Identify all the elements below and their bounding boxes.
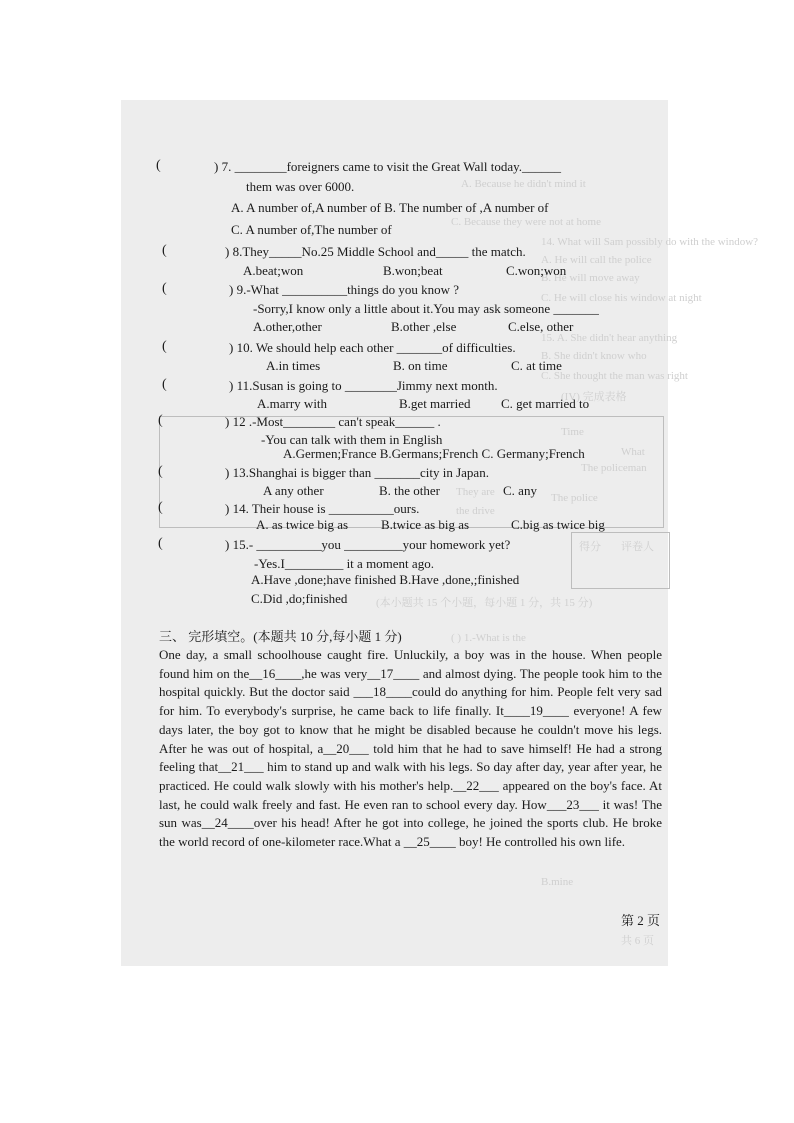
answer-bracket: ( bbox=[156, 158, 161, 173]
question-number: ) 10. bbox=[229, 340, 253, 355]
option-a: A.in times bbox=[266, 358, 321, 373]
question-14 bbox=[225, 500, 419, 518]
bleed-text: A. He will call the police bbox=[541, 254, 652, 266]
question-stem: Shanghai is bigger than _______city in Japan. bbox=[248, 465, 489, 480]
option-line: C. A number of,The number of bbox=[231, 222, 392, 237]
question-stem: They_____No.25 Middle School and_____ the match. bbox=[242, 244, 526, 259]
question-number: ) 11. bbox=[229, 378, 253, 393]
option-a: A.beat;won bbox=[243, 263, 304, 278]
question-number: ) 13. bbox=[225, 465, 249, 480]
bleed-text: Time bbox=[561, 426, 584, 438]
question-number: ) 15. bbox=[225, 537, 249, 552]
option-a: A any other bbox=[263, 483, 324, 498]
bleed-text: C. She thought the man was right bbox=[541, 370, 688, 382]
question-stem: ________foreigners came to visit the Great Wall today.______ bbox=[234, 159, 561, 174]
question-stem: - __________you _________your homework yet? bbox=[248, 537, 511, 552]
option-line: C.Did ,do;finished bbox=[251, 591, 348, 606]
question-stem-line2: -Yes.I_________ it a moment ago. bbox=[254, 556, 434, 571]
option-c: C.else, other bbox=[508, 319, 574, 334]
option-c: C.won;won bbox=[506, 263, 567, 278]
question-stem: We should help each other _______of difficulties. bbox=[255, 340, 516, 355]
question-number: ) 9. bbox=[229, 282, 247, 297]
option-line: A.Germen;France B.Germans;French C. Germany;French bbox=[283, 446, 585, 461]
question-stem: -What __________things do you know ? bbox=[246, 282, 460, 297]
bleed-text: (本小题共 15 个小题，每小题 1 分，共 15 分) bbox=[376, 597, 593, 609]
question-number: ) 12 . bbox=[225, 414, 253, 429]
question-stem: -Most________ can't speak______ . bbox=[252, 414, 441, 429]
option-c: C. at time bbox=[511, 358, 562, 373]
bleed-text: C. He will close his window at night bbox=[541, 292, 702, 304]
bleed-text: 14. What will Sam possibly do with the window? bbox=[541, 236, 759, 248]
question-number: ) 8. bbox=[225, 244, 243, 259]
bleed-text: The police bbox=[551, 492, 598, 504]
question-number: ) 14. bbox=[225, 501, 249, 516]
question-7 bbox=[214, 158, 561, 176]
page-number: 第 2 页 bbox=[621, 913, 661, 928]
bleed-text: C. Because they were not at home bbox=[451, 216, 601, 228]
question-stem: Their house is __________ours. bbox=[251, 501, 420, 516]
bleed-text: 15. A. She didn't hear anything bbox=[541, 332, 678, 344]
option-b: B.get married bbox=[399, 396, 471, 411]
answer-bracket: ( bbox=[162, 339, 167, 354]
option-b: B.twice as big as bbox=[381, 517, 470, 532]
bleed-text: What bbox=[621, 446, 645, 458]
answer-bracket: ( bbox=[158, 413, 163, 428]
bleed-text: B. He will move away bbox=[541, 272, 640, 284]
bleed-text: 得分 bbox=[579, 541, 601, 553]
exam-sheet bbox=[121, 100, 759, 966]
bleed-text: The policeman bbox=[581, 462, 647, 474]
answer-bracket: ( bbox=[158, 464, 163, 479]
bleed-text: 评卷人 bbox=[621, 541, 654, 553]
bleed-text: (IV) 完成表格 bbox=[561, 391, 627, 403]
option-b: B.other ,else bbox=[391, 319, 457, 334]
answer-bracket: ( bbox=[162, 281, 167, 296]
section-title: 三、 完形填空。(本题共 10 分,每小题 1 分) bbox=[159, 629, 402, 644]
bleed-text: B.mine bbox=[541, 876, 574, 888]
question-11 bbox=[229, 377, 498, 395]
option-b: B.won;beat bbox=[383, 263, 443, 278]
question-stem: Susan is going to ________Jimmy next month. bbox=[252, 378, 498, 393]
option-line: A.Have ,done;have finished B.Have ,done,;finished bbox=[251, 572, 520, 587]
option-a: A. as twice big as bbox=[256, 517, 349, 532]
bleed-text: the drive bbox=[456, 505, 495, 517]
question-13 bbox=[225, 464, 489, 482]
option-a: A.marry with bbox=[257, 396, 328, 411]
question-stem-line2: them was over 6000. bbox=[246, 179, 355, 194]
option-line: A. A number of,A number of B. The number of ,A number of bbox=[231, 200, 549, 215]
answer-bracket: ( bbox=[158, 500, 163, 515]
option-b: B. the other bbox=[379, 483, 441, 498]
cloze-passage bbox=[159, 646, 662, 852]
option-c: C. any bbox=[503, 483, 537, 498]
question-number: ) 7. bbox=[214, 159, 232, 174]
option-b: B. on time bbox=[393, 358, 448, 373]
answer-bracket: ( bbox=[162, 377, 167, 392]
question-8 bbox=[225, 243, 526, 261]
bleed-text: They are bbox=[456, 486, 495, 498]
question-stem-line2: -Sorry,I know only a little about it.You may ask someone _______ bbox=[253, 301, 599, 316]
option-c: C. get married to bbox=[501, 396, 590, 411]
bleed-text: ( ) 1.-What is the bbox=[451, 632, 526, 644]
question-stem-line2: -You can talk with them in English bbox=[261, 432, 443, 447]
question-10 bbox=[229, 339, 516, 357]
bleed-text: A. Because he didn't mind it bbox=[461, 178, 586, 190]
option-c: C.big as twice big bbox=[511, 517, 605, 532]
answer-bracket: ( bbox=[158, 536, 163, 551]
question-9 bbox=[229, 281, 459, 299]
answer-bracket: ( bbox=[162, 243, 167, 258]
question-15 bbox=[225, 536, 510, 554]
bleed-text: 共 6 页 bbox=[621, 935, 654, 947]
option-a: A.other,other bbox=[253, 319, 322, 334]
passage-text: One day, a small schoolhouse caught fire. Unluckily, a boy was in the house. When people found him on the__16____,he was very__17____ and almost dying. The people took him to the hospital quickly. But the doctor said ___18____could do anything for him. People felt very sad for him. To everybody's surprise, he came back to life finally. It____19____ everyone! A few days later, the boy got to know that he might be disabled because he couldn't move his legs. After he was out of hospital, a__20___ told him that he had to save himself! He had a strong feeling that__21___ him to stand up and walk with his legs. So day after day, year after year, he practiced. He could walk slowly with his mother's help.__22___ appeared on the boy's face. At last, he could walk freely and fast. He even ran to school every day. How___23___ it was! The sun was__24____over his head! After he got into college, he joined the sports club. He broke the world record of one-kilometer race.What a __25____ boy! He controlled his own life. bbox=[159, 647, 662, 850]
bleed-text: B. She didn't know who bbox=[541, 350, 647, 362]
question-12 bbox=[225, 413, 441, 431]
